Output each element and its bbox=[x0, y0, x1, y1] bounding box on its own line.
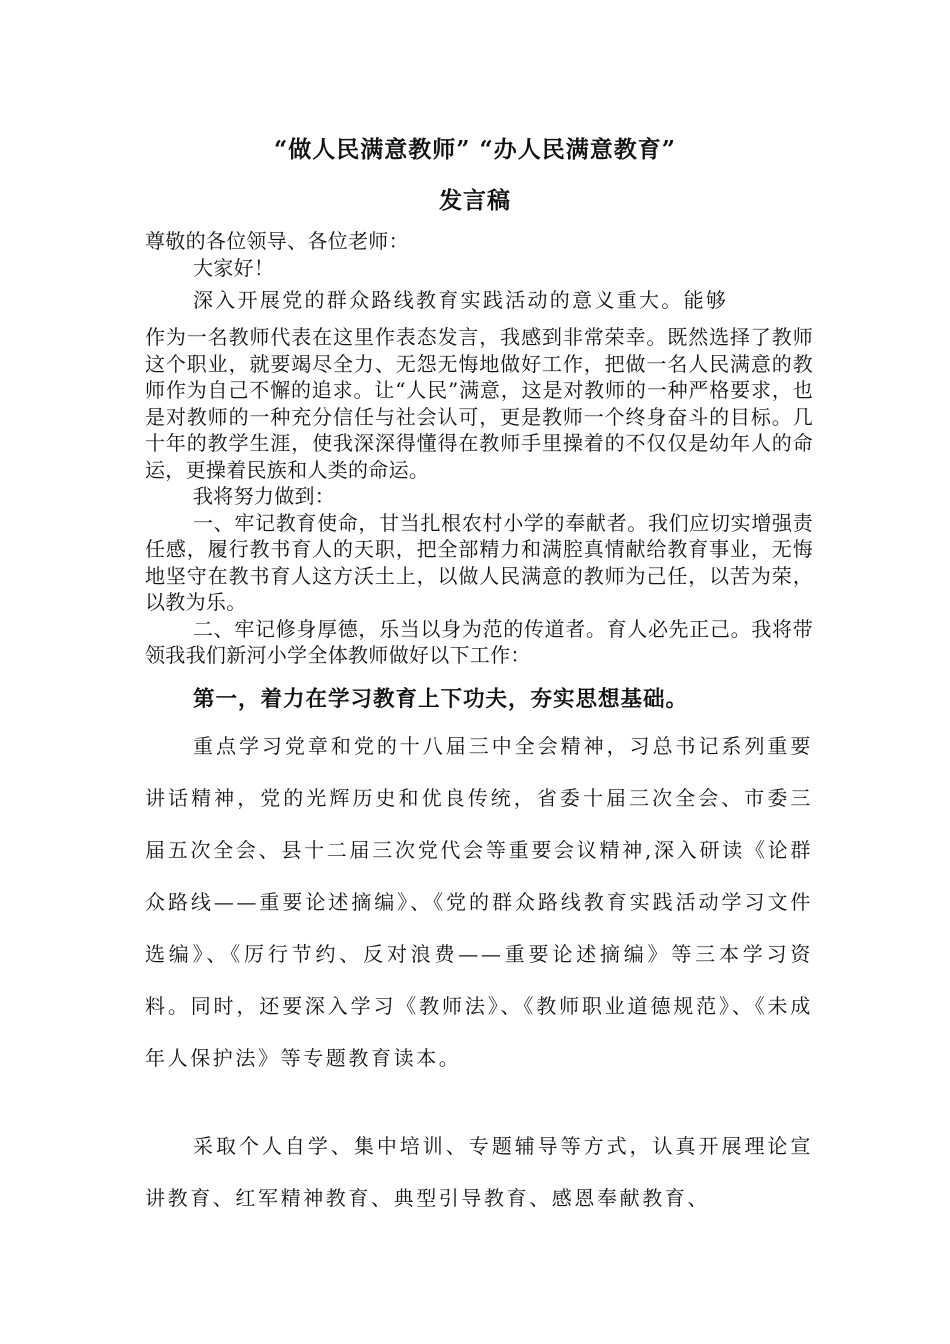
greeting-text: 大家好！ bbox=[193, 255, 275, 280]
salutation-text: 尊敬的各位领导、各位老师： bbox=[145, 229, 409, 253]
intro-first-line: 深入开展党的群众路线教育实践活动的意义重大。能够 bbox=[193, 288, 729, 312]
document-subtitle: 发言稿 bbox=[439, 187, 511, 214]
intro-paragraph bbox=[145, 324, 813, 669]
study-paragraph: 重点学习党章和党的十八届三中全会精神，习总书记系列重要讲话精神，党的光辉历史和优良传统，省委十届三次全会、市委三届五次全会、县十二届三次党代会等重要会议精神,深入研读《论群众路线——重要论述摘编》、《党的群众路线教育实践活动学习文件选编》、《厉行节约、反对浪费——重要论述摘编》等三本学习资料。同时，还要深入学习《教师法》、《教师职业道德规范》、《未成年人保护法》等专题教育读本。 bbox=[145, 734, 813, 1070]
section-heading-first: 第一，着力在学习教育上下功夫，夯实思想基础。 bbox=[193, 687, 689, 712]
salutation bbox=[145, 228, 813, 281]
point-one: 一、牢记教育使命，甘当扎根农村小学的奉献者。我们应切实增强责任感，履行教书育人的天职，把全部精力和满腔真情献给教育事业，无悔地坚守在教书育人这方沃土上，以做人民满意的教师为己任，以苦为荣，以教为乐。 bbox=[145, 510, 813, 614]
intro-body: 作为一名教师代表在这里作表态发言，我感到非常荣幸。既然选择了教师这个职业，就要竭尽全力、无怨无悔地做好工作，把做一名人民满意的教师作为自己不懈的追求。让“人民”满意，这是对教师的一种严格要求，也是对教师的一种充分信任与社会认可，更是教师一个终身奋斗的目标。几十年的教学生涯，使我深深得懂得在教师手里操着的不仅仅是幼年人的命运，更操着民族和人类的命运。 bbox=[145, 325, 813, 482]
methods-paragraph: 采取个人自学、集中培训、专题辅导等方式，认真开展理论宣讲教育、红军精神教育、典型引导教育、感恩奉献教育、 bbox=[145, 1134, 813, 1210]
point-two: 二、牢记修身厚德，乐当以身为范的传道者。育人必先正己。我将带领我我们新河小学全体教师做好以下工作： bbox=[145, 616, 813, 667]
document-title: “做人民满意教师” “办人民满意教育” bbox=[274, 136, 676, 163]
commitment-intro: 我将努力做到： bbox=[193, 484, 336, 508]
